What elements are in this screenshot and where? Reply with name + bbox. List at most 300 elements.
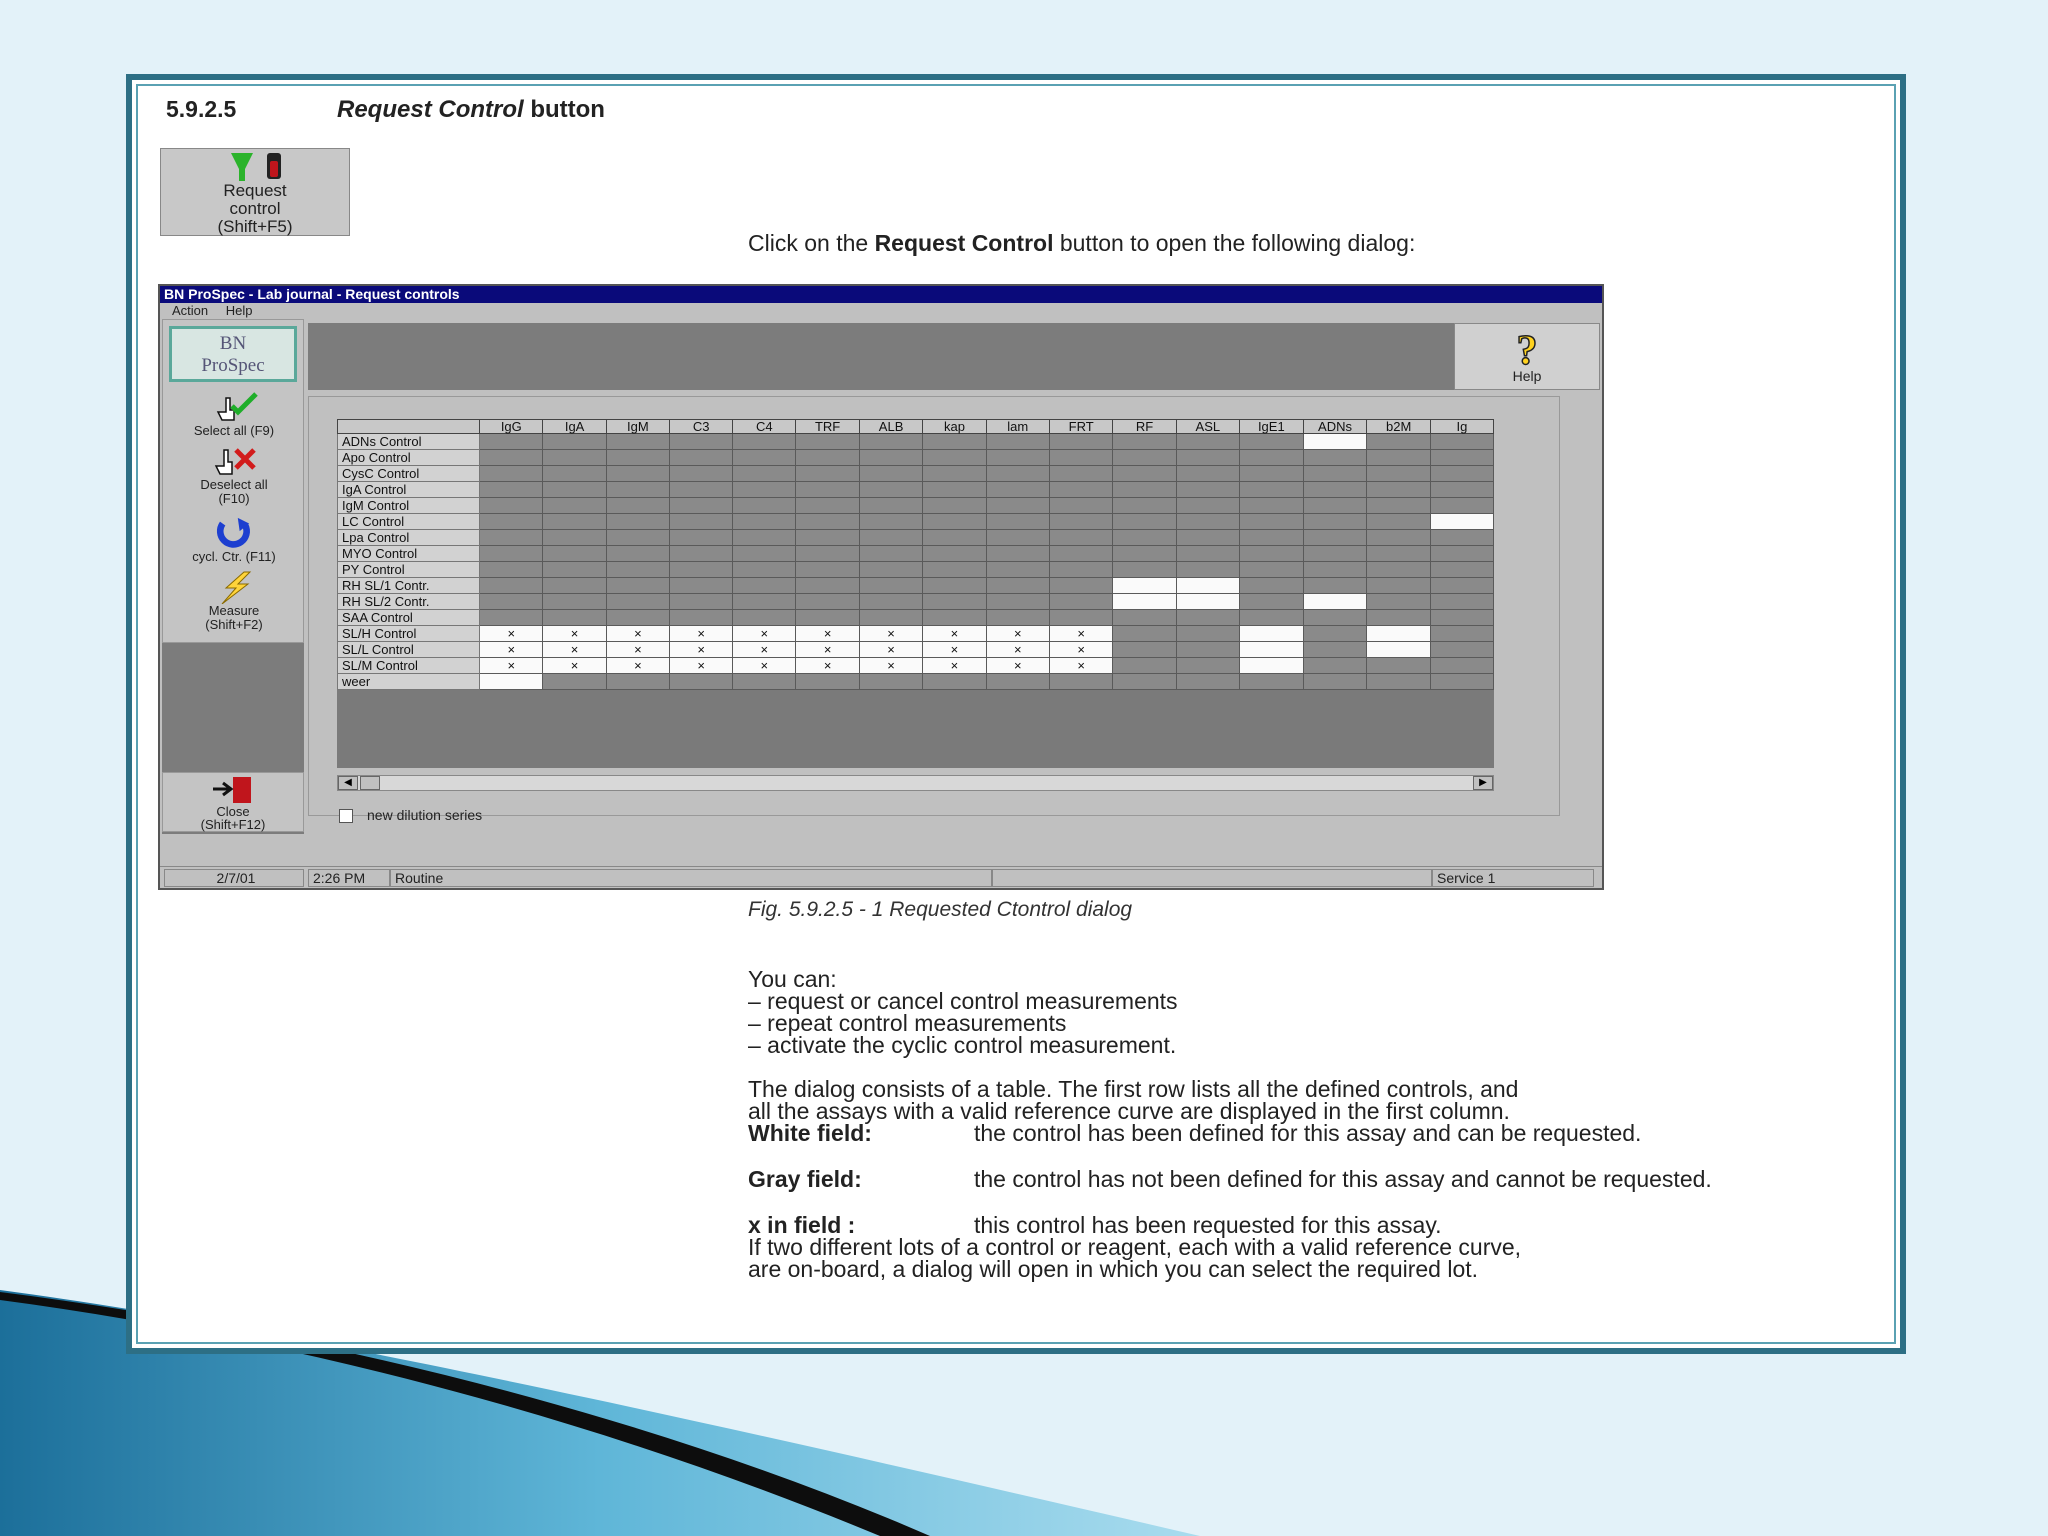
grid-cell[interactable]: × — [670, 626, 733, 642]
grid-cell[interactable] — [1367, 434, 1430, 450]
grid-cell[interactable] — [923, 482, 986, 498]
menu-help[interactable]: Help — [225, 303, 253, 318]
row-label: SAA Control — [338, 610, 480, 626]
grid-cell[interactable] — [1049, 466, 1112, 482]
grid-cell[interactable] — [670, 498, 733, 514]
grid-cell[interactable] — [986, 530, 1049, 546]
grid-cell[interactable] — [1303, 642, 1367, 658]
grid-cell[interactable] — [543, 530, 606, 546]
grid-cell[interactable] — [1367, 578, 1430, 594]
grid-cell[interactable]: × — [670, 658, 733, 674]
grid-cell[interactable] — [1049, 562, 1112, 578]
status-time: 2:26 PM — [308, 869, 390, 887]
grid-cell[interactable] — [1303, 450, 1367, 466]
grid-cell[interactable] — [923, 610, 986, 626]
grid-cell[interactable] — [1303, 466, 1367, 482]
grid-cell[interactable] — [1367, 482, 1430, 498]
grid-cell[interactable] — [859, 450, 922, 466]
grid-cell[interactable] — [1367, 674, 1430, 690]
column-header[interactable]: ALB — [859, 420, 922, 434]
grid-cell[interactable] — [1303, 578, 1367, 594]
grid-cell[interactable]: × — [796, 658, 859, 674]
column-header[interactable]: lam — [986, 420, 1049, 434]
grid-cell[interactable] — [543, 514, 606, 530]
grid-cell[interactable]: × — [796, 642, 859, 658]
grid-cell[interactable] — [733, 482, 796, 498]
grid-cell[interactable]: × — [859, 658, 922, 674]
select-all-button[interactable]: Select all (F9) — [163, 390, 305, 438]
grid-cell[interactable] — [923, 498, 986, 514]
grid-cell[interactable] — [1240, 482, 1304, 498]
grid-cell[interactable] — [1430, 466, 1493, 482]
grid-cell[interactable] — [1367, 562, 1430, 578]
grid-cell[interactable] — [1049, 482, 1112, 498]
grid-cell[interactable] — [796, 674, 859, 690]
grid-cell[interactable] — [1303, 674, 1367, 690]
grid-cell[interactable] — [733, 546, 796, 562]
grid-cell[interactable] — [480, 514, 543, 530]
grid-cell[interactable] — [480, 434, 543, 450]
grid-cell[interactable] — [1176, 658, 1239, 674]
grid-cell[interactable] — [923, 674, 986, 690]
grid-cell[interactable]: × — [543, 626, 606, 642]
grid-cell[interactable] — [543, 498, 606, 514]
grid-cell[interactable] — [1113, 482, 1176, 498]
status-user: Service 1 — [1432, 869, 1594, 887]
grid-cell[interactable]: × — [543, 658, 606, 674]
grid-cell[interactable] — [1049, 546, 1112, 562]
grid-cell[interactable] — [670, 434, 733, 450]
grid-cell[interactable] — [1049, 498, 1112, 514]
grid-cell[interactable]: × — [986, 626, 1049, 642]
grid-cell[interactable] — [796, 562, 859, 578]
column-header[interactable]: b2M — [1367, 420, 1430, 434]
grid-cell[interactable] — [606, 434, 669, 450]
grid-cell[interactable]: × — [543, 642, 606, 658]
grid-cell[interactable] — [1430, 498, 1493, 514]
grid-cell[interactable] — [1240, 514, 1304, 530]
grid-cell[interactable] — [859, 434, 922, 450]
grid-cell[interactable] — [1430, 594, 1493, 610]
grid-cell[interactable] — [1303, 626, 1367, 642]
grid-cell[interactable] — [986, 514, 1049, 530]
column-header[interactable]: IgG — [480, 420, 543, 434]
grid-cell[interactable] — [1176, 482, 1239, 498]
grid-cell[interactable]: × — [606, 626, 669, 642]
grid-cell[interactable] — [1049, 530, 1112, 546]
grid-cell[interactable] — [543, 610, 606, 626]
grid-cell[interactable] — [796, 482, 859, 498]
grid-cell[interactable] — [543, 546, 606, 562]
grid-cell[interactable] — [670, 578, 733, 594]
grid-cell[interactable] — [1176, 674, 1239, 690]
grid-cell[interactable]: × — [986, 658, 1049, 674]
grid-cell[interactable] — [543, 578, 606, 594]
grid-cell[interactable] — [670, 594, 733, 610]
grid-cell[interactable] — [1240, 658, 1304, 674]
grid-cell[interactable] — [1430, 626, 1493, 642]
grid-cell[interactable] — [1430, 530, 1493, 546]
grid-cell[interactable] — [1113, 562, 1176, 578]
grid-cell[interactable] — [1240, 530, 1304, 546]
grid-cell[interactable]: × — [923, 658, 986, 674]
menu-bar — [160, 303, 1602, 319]
request-control-button[interactable]: Request control (Shift+F5) — [160, 148, 350, 236]
grid-cell[interactable] — [1367, 530, 1430, 546]
grid-cell[interactable] — [1303, 562, 1367, 578]
grid-cell[interactable] — [1240, 450, 1304, 466]
grid-cell[interactable] — [1240, 642, 1304, 658]
grid-cell[interactable] — [480, 530, 543, 546]
grid-cell[interactable] — [1049, 674, 1112, 690]
grid-cell[interactable] — [859, 530, 922, 546]
column-header[interactable]: ASL — [1176, 420, 1239, 434]
grid-cell[interactable] — [733, 530, 796, 546]
grid-cell[interactable]: × — [923, 626, 986, 642]
grid-cell[interactable] — [1240, 610, 1304, 626]
grid-cell[interactable] — [796, 530, 859, 546]
grid-cell[interactable] — [480, 450, 543, 466]
grid-cell[interactable] — [1430, 610, 1493, 626]
grid-cell[interactable]: × — [480, 642, 543, 658]
grid-cell[interactable] — [606, 562, 669, 578]
grid-cell[interactable] — [1176, 466, 1239, 482]
grid-cell[interactable] — [670, 562, 733, 578]
grid-cell[interactable] — [986, 674, 1049, 690]
grid-cell[interactable] — [1113, 594, 1176, 610]
grid-cell[interactable] — [923, 434, 986, 450]
grid-cell[interactable] — [1430, 674, 1493, 690]
grid-cell[interactable] — [733, 450, 796, 466]
grid-cell[interactable] — [1430, 482, 1493, 498]
grid-cell[interactable] — [1430, 642, 1493, 658]
grid-cell[interactable] — [1367, 498, 1430, 514]
grid-cell[interactable] — [1367, 626, 1430, 642]
column-header[interactable]: IgA — [543, 420, 606, 434]
grid-cell[interactable] — [1049, 434, 1112, 450]
grid-cell[interactable] — [733, 594, 796, 610]
grid-cell[interactable] — [923, 594, 986, 610]
grid-cell[interactable] — [543, 434, 606, 450]
grid-cell[interactable] — [1367, 658, 1430, 674]
grid-cell[interactable] — [1176, 514, 1239, 530]
row-label: MYO Control — [338, 546, 480, 562]
close-button[interactable]: Close (Shift+F12) — [162, 772, 304, 832]
grid-cell[interactable] — [1240, 594, 1304, 610]
grid-cell[interactable] — [923, 546, 986, 562]
grid-cell[interactable] — [986, 498, 1049, 514]
grid-cell[interactable] — [1113, 626, 1176, 642]
grid-cell[interactable] — [1367, 546, 1430, 562]
grid-cell[interactable]: × — [1049, 658, 1112, 674]
grid-cell[interactable] — [1240, 562, 1304, 578]
grid-cell[interactable] — [1240, 466, 1304, 482]
grid-cell[interactable] — [796, 450, 859, 466]
horizontal-scrollbar[interactable] — [337, 775, 1494, 791]
status-date: 2/7/01 — [164, 869, 304, 887]
grid-cell[interactable] — [606, 482, 669, 498]
grid-cell[interactable]: × — [606, 658, 669, 674]
grid-cell[interactable] — [986, 610, 1049, 626]
grid-cell[interactable] — [733, 466, 796, 482]
grid-cell[interactable] — [1303, 610, 1367, 626]
column-header[interactable]: FRT — [1049, 420, 1112, 434]
grid-cell[interactable] — [1113, 578, 1176, 594]
grid-cell[interactable] — [1303, 514, 1367, 530]
grid-cell[interactable] — [1240, 498, 1304, 514]
grid-cell[interactable] — [1113, 434, 1176, 450]
grid-cell[interactable] — [923, 578, 986, 594]
grid-cell[interactable] — [1240, 674, 1304, 690]
grid-cell[interactable] — [1430, 434, 1493, 450]
grid-cell[interactable] — [859, 466, 922, 482]
grid-cell[interactable] — [859, 594, 922, 610]
grid-cell[interactable]: × — [733, 626, 796, 642]
cyclic-control-button[interactable]: cycl. Ctr. (F11) — [163, 516, 305, 564]
grid-cell[interactable] — [1049, 514, 1112, 530]
grid-cell[interactable] — [1176, 578, 1239, 594]
grid-cell[interactable] — [796, 514, 859, 530]
grid-cell[interactable]: × — [859, 626, 922, 642]
grid-cell[interactable] — [543, 450, 606, 466]
grid-cell[interactable] — [1113, 610, 1176, 626]
grid-cell[interactable] — [796, 546, 859, 562]
grid-cell[interactable] — [1176, 546, 1239, 562]
row-label: RH SL/2 Contr. — [338, 594, 480, 610]
grid-cell[interactable] — [543, 562, 606, 578]
grid-cell[interactable] — [1176, 450, 1239, 466]
grid-cell[interactable] — [543, 594, 606, 610]
section-title: Request Control button — [337, 96, 605, 123]
grid-cell[interactable] — [606, 594, 669, 610]
grid-cell[interactable] — [796, 610, 859, 626]
help-button[interactable]: ? Help — [1454, 323, 1600, 390]
grid-cell[interactable] — [859, 674, 922, 690]
grid-cell[interactable] — [1430, 450, 1493, 466]
grid-cell[interactable] — [986, 434, 1049, 450]
grid-cell[interactable] — [606, 514, 669, 530]
grid-cell[interactable] — [543, 482, 606, 498]
grid-cell[interactable]: × — [986, 642, 1049, 658]
grid-cell[interactable] — [986, 562, 1049, 578]
window-title: BN ProSpec - Lab journal - Request controls — [160, 286, 1602, 303]
grid-cell[interactable] — [1367, 514, 1430, 530]
table-row — [338, 482, 1494, 498]
grid-cell[interactable] — [1113, 498, 1176, 514]
grid-cell[interactable] — [670, 514, 733, 530]
column-header[interactable]: C4 — [733, 420, 796, 434]
grid-cell[interactable] — [1303, 482, 1367, 498]
grid-cell[interactable] — [670, 610, 733, 626]
grid-cell[interactable] — [1176, 610, 1239, 626]
grid-cell[interactable] — [796, 498, 859, 514]
grid-cell[interactable] — [986, 578, 1049, 594]
column-header[interactable]: RF — [1113, 420, 1176, 434]
grid-cell[interactable] — [606, 498, 669, 514]
grid-cell[interactable] — [480, 482, 543, 498]
grid-cell[interactable] — [1049, 450, 1112, 466]
grid-cell[interactable] — [1240, 626, 1304, 642]
scroll-left-icon[interactable]: ◀ — [338, 776, 358, 790]
grid-cell[interactable] — [480, 578, 543, 594]
grid-cell[interactable]: × — [923, 642, 986, 658]
grid-cell[interactable] — [1303, 594, 1367, 610]
grid-cell[interactable] — [1430, 562, 1493, 578]
grid-cell[interactable]: × — [480, 658, 543, 674]
grid-cell[interactable] — [1176, 642, 1239, 658]
grid-cell[interactable] — [986, 594, 1049, 610]
grid-cell[interactable] — [1303, 530, 1367, 546]
grid-cell[interactable] — [543, 466, 606, 482]
grid-cell[interactable]: × — [733, 658, 796, 674]
grid-cell[interactable]: × — [1049, 642, 1112, 658]
grid-cell[interactable] — [1303, 658, 1367, 674]
grid-cell[interactable] — [606, 674, 669, 690]
grid-cell[interactable] — [733, 674, 796, 690]
grid-cell[interactable] — [986, 482, 1049, 498]
column-header[interactable]: Ig — [1430, 420, 1493, 434]
grid-cell[interactable] — [1113, 546, 1176, 562]
row-label: Lpa Control — [338, 530, 480, 546]
grid-cell[interactable] — [1367, 594, 1430, 610]
grid-cell[interactable] — [733, 610, 796, 626]
grid-cell[interactable] — [923, 530, 986, 546]
grid-cell[interactable] — [606, 466, 669, 482]
grid-cell[interactable]: × — [859, 642, 922, 658]
grid-cell[interactable]: × — [733, 642, 796, 658]
column-header[interactable]: IgM — [606, 420, 669, 434]
deselect-all-button[interactable]: Deselect all (F10) — [163, 444, 305, 506]
grid-cell[interactable] — [1113, 466, 1176, 482]
grid-cell[interactable] — [670, 466, 733, 482]
grid-cell[interactable]: × — [796, 626, 859, 642]
status-bar — [160, 866, 1602, 888]
grid-cell[interactable]: × — [606, 642, 669, 658]
grid-cell[interactable] — [670, 546, 733, 562]
grid-cell[interactable] — [606, 610, 669, 626]
scroll-thumb[interactable] — [360, 776, 380, 790]
scroll-right-icon[interactable]: ▶ — [1473, 776, 1493, 790]
grid-cell[interactable] — [1367, 610, 1430, 626]
grid-cell[interactable] — [733, 514, 796, 530]
grid-cell[interactable] — [1176, 562, 1239, 578]
grid-cell[interactable] — [606, 450, 669, 466]
grid-cell[interactable] — [1430, 658, 1493, 674]
measure-button[interactable]: Measure (Shift+F2) — [163, 570, 305, 632]
grid-cell[interactable] — [1176, 594, 1239, 610]
grid-cell[interactable] — [670, 450, 733, 466]
footer-line-2: are on-board, a dialog will open in which you can select the required lot. — [748, 1256, 1479, 1282]
grid-cell[interactable] — [859, 514, 922, 530]
new-dilution-series-checkbox[interactable] — [339, 809, 353, 823]
grid-cell[interactable] — [1240, 578, 1304, 594]
grid-cell[interactable] — [480, 498, 543, 514]
grid-cell[interactable] — [923, 514, 986, 530]
grid-cell[interactable] — [480, 610, 543, 626]
grid-cell[interactable] — [670, 674, 733, 690]
grid-cell[interactable] — [923, 562, 986, 578]
grid-cell[interactable] — [796, 578, 859, 594]
grid-cell[interactable] — [480, 594, 543, 610]
grid-cell[interactable] — [1367, 466, 1430, 482]
grid-cell[interactable] — [480, 546, 543, 562]
grid-cell[interactable] — [606, 578, 669, 594]
grid-cell[interactable] — [1367, 450, 1430, 466]
grid-cell[interactable] — [1240, 434, 1304, 450]
column-header[interactable]: C3 — [670, 420, 733, 434]
table-row — [338, 674, 1494, 690]
grid-cell[interactable] — [1113, 514, 1176, 530]
grid-cell[interactable]: × — [480, 626, 543, 642]
grid-cell[interactable] — [480, 674, 543, 690]
grid-cell[interactable] — [923, 450, 986, 466]
grid-cell[interactable] — [1113, 674, 1176, 690]
menu-action[interactable]: Action — [172, 303, 209, 318]
grid-cell[interactable] — [1303, 434, 1367, 450]
column-header[interactable]: IgE1 — [1240, 420, 1304, 434]
grid-cell[interactable] — [670, 482, 733, 498]
grid-cell[interactable] — [1240, 546, 1304, 562]
grid-cell[interactable] — [480, 466, 543, 482]
grid-cell[interactable] — [1113, 450, 1176, 466]
grid-cell[interactable] — [606, 530, 669, 546]
grid-cell[interactable] — [796, 434, 859, 450]
grid-cell[interactable] — [986, 450, 1049, 466]
grid-cell[interactable]: × — [1049, 626, 1112, 642]
grid-cell[interactable] — [859, 546, 922, 562]
grid-cell[interactable] — [1303, 546, 1367, 562]
grid-cell[interactable] — [859, 482, 922, 498]
grid-cell[interactable] — [986, 546, 1049, 562]
grid-cell[interactable] — [480, 562, 543, 578]
grid-cell[interactable] — [1113, 530, 1176, 546]
grid-cell[interactable] — [1176, 530, 1239, 546]
grid-cell[interactable] — [859, 578, 922, 594]
grid-cell[interactable] — [796, 466, 859, 482]
grid-cell[interactable] — [859, 610, 922, 626]
grid-cell[interactable] — [1430, 546, 1493, 562]
column-header[interactable]: TRF — [796, 420, 859, 434]
grid-cell[interactable] — [1367, 642, 1430, 658]
grid-cell[interactable] — [859, 498, 922, 514]
grid-cell[interactable] — [1113, 658, 1176, 674]
grid-cell[interactable] — [606, 546, 669, 562]
grid-cell[interactable]: × — [670, 642, 733, 658]
grid-cell[interactable] — [1430, 514, 1493, 530]
grid-cell[interactable] — [670, 530, 733, 546]
column-header[interactable]: kap — [923, 420, 986, 434]
grid-cell[interactable] — [986, 466, 1049, 482]
grid-cell[interactable] — [859, 562, 922, 578]
grid-cell[interactable] — [1049, 610, 1112, 626]
grid-cell[interactable] — [1049, 578, 1112, 594]
grid-cell[interactable] — [733, 562, 796, 578]
grid-cell[interactable] — [733, 498, 796, 514]
grid-cell[interactable] — [1176, 626, 1239, 642]
grid-cell[interactable] — [1303, 498, 1367, 514]
grid-cell[interactable] — [1430, 578, 1493, 594]
grid-cell[interactable] — [1176, 498, 1239, 514]
grid-cell[interactable] — [1113, 642, 1176, 658]
column-header[interactable]: ADNs — [1303, 420, 1367, 434]
grid-cell[interactable] — [796, 594, 859, 610]
grid-cell[interactable] — [923, 466, 986, 482]
grid-cell[interactable] — [1049, 594, 1112, 610]
grid-cell[interactable] — [543, 674, 606, 690]
grid-cell[interactable] — [733, 434, 796, 450]
grid-cell[interactable] — [1176, 434, 1239, 450]
grid-cell[interactable] — [733, 578, 796, 594]
